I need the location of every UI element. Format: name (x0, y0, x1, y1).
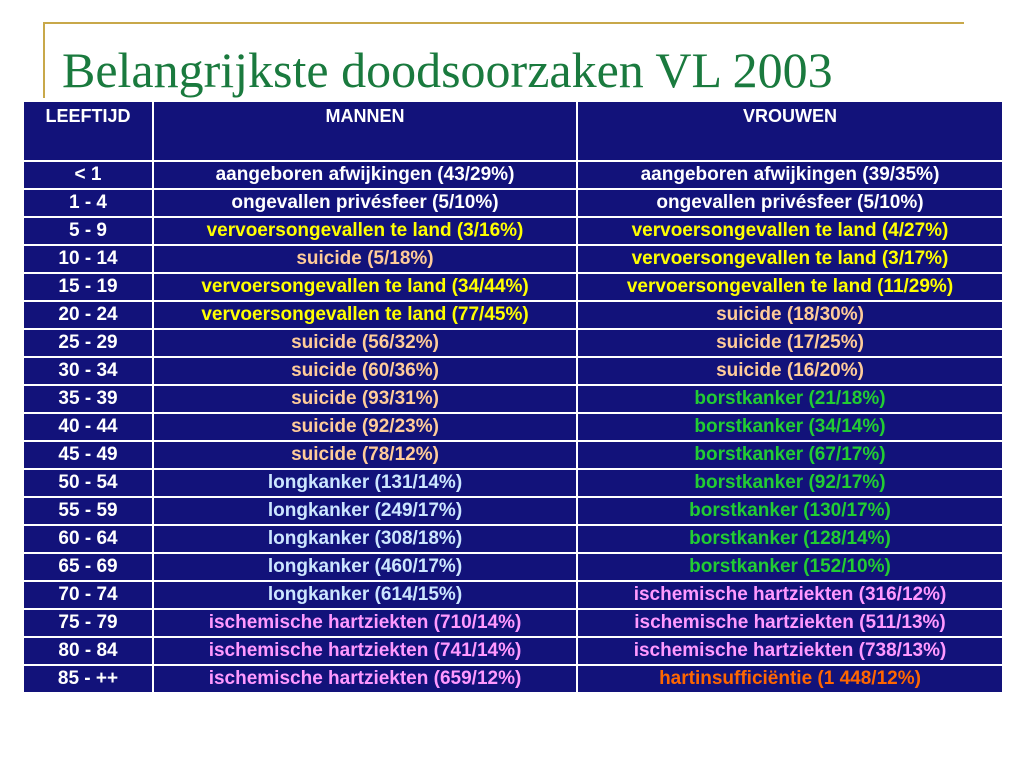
women-cause-cell: vervoersongevallen te land (4/27%) (577, 217, 1003, 245)
men-cause-cell: longkanker (614/15%) (153, 581, 577, 609)
men-cause-cell: ongevallen privésfeer (5/10%) (153, 189, 577, 217)
header-row (23, 101, 1003, 161)
table-body (23, 161, 1003, 693)
women-cause-cell: suicide (18/30%) (577, 301, 1003, 329)
table-row (23, 637, 1003, 665)
women-cause-cell: suicide (16/20%) (577, 357, 1003, 385)
age-cell: 50 - 54 (23, 469, 153, 497)
women-cause-cell: borstkanker (130/17%) (577, 497, 1003, 525)
age-cell: 10 - 14 (23, 245, 153, 273)
header-men: MANNEN (153, 101, 577, 161)
age-cell: 20 - 24 (23, 301, 153, 329)
women-cause-cell: borstkanker (92/17%) (577, 469, 1003, 497)
header-women: VROUWEN (577, 101, 1003, 161)
women-cause-cell: borstkanker (128/14%) (577, 525, 1003, 553)
age-cell: 15 - 19 (23, 273, 153, 301)
table-row (23, 441, 1003, 469)
age-cell: < 1 (23, 161, 153, 189)
age-cell: 65 - 69 (23, 553, 153, 581)
men-cause-cell: ischemische hartziekten (659/12%) (153, 665, 577, 693)
age-cell: 75 - 79 (23, 609, 153, 637)
men-cause-cell: ischemische hartziekten (710/14%) (153, 609, 577, 637)
age-cell: 40 - 44 (23, 413, 153, 441)
men-cause-cell: longkanker (249/17%) (153, 497, 577, 525)
women-cause-cell: vervoersongevallen te land (3/17%) (577, 245, 1003, 273)
age-cell: 45 - 49 (23, 441, 153, 469)
accent-rule-horizontal (43, 22, 964, 24)
header-age: LEEFTIJD (23, 101, 153, 161)
age-cell: 30 - 34 (23, 357, 153, 385)
men-cause-cell: suicide (5/18%) (153, 245, 577, 273)
men-cause-cell: longkanker (131/14%) (153, 469, 577, 497)
table-row (23, 385, 1003, 413)
table-row (23, 301, 1003, 329)
age-cell: 5 - 9 (23, 217, 153, 245)
men-cause-cell: aangeboren afwijkingen (43/29%) (153, 161, 577, 189)
table-row (23, 217, 1003, 245)
women-cause-cell: suicide (17/25%) (577, 329, 1003, 357)
table-row (23, 581, 1003, 609)
causes-of-death-table (22, 100, 1004, 694)
women-cause-cell: borstkanker (67/17%) (577, 441, 1003, 469)
table-row (23, 553, 1003, 581)
women-cause-cell: aangeboren afwijkingen (39/35%) (577, 161, 1003, 189)
table-row (23, 497, 1003, 525)
women-cause-cell: vervoersongevallen te land (11/29%) (577, 273, 1003, 301)
men-cause-cell: suicide (78/12%) (153, 441, 577, 469)
age-cell: 80 - 84 (23, 637, 153, 665)
women-cause-cell: borstkanker (152/10%) (577, 553, 1003, 581)
age-cell: 60 - 64 (23, 525, 153, 553)
accent-rule-vertical (43, 22, 45, 98)
women-cause-cell: borstkanker (21/18%) (577, 385, 1003, 413)
table-row (23, 609, 1003, 637)
men-cause-cell: longkanker (308/18%) (153, 525, 577, 553)
men-cause-cell: vervoersongevallen te land (77/45%) (153, 301, 577, 329)
age-cell: 55 - 59 (23, 497, 153, 525)
table-row (23, 161, 1003, 189)
women-cause-cell: ischemische hartziekten (316/12%) (577, 581, 1003, 609)
men-cause-cell: longkanker (460/17%) (153, 553, 577, 581)
age-cell: 25 - 29 (23, 329, 153, 357)
table-row (23, 525, 1003, 553)
women-cause-cell: hartinsufficiëntie (1 448/12%) (577, 665, 1003, 693)
table-row (23, 469, 1003, 497)
table-row (23, 273, 1003, 301)
age-cell: 85 - ++ (23, 665, 153, 693)
age-cell: 1 - 4 (23, 189, 153, 217)
table-row (23, 189, 1003, 217)
slide-title: Belangrijkste doodsoorzaken VL 2003 (62, 42, 833, 98)
table-row (23, 357, 1003, 385)
men-cause-cell: suicide (60/36%) (153, 357, 577, 385)
men-cause-cell: suicide (92/23%) (153, 413, 577, 441)
table-row (23, 329, 1003, 357)
table-row (23, 413, 1003, 441)
age-cell: 35 - 39 (23, 385, 153, 413)
table-row (23, 665, 1003, 693)
age-cell: 70 - 74 (23, 581, 153, 609)
table-row (23, 245, 1003, 273)
women-cause-cell: borstkanker (34/14%) (577, 413, 1003, 441)
women-cause-cell: ischemische hartziekten (738/13%) (577, 637, 1003, 665)
men-cause-cell: suicide (56/32%) (153, 329, 577, 357)
men-cause-cell: vervoersongevallen te land (34/44%) (153, 273, 577, 301)
women-cause-cell: ongevallen privésfeer (5/10%) (577, 189, 1003, 217)
men-cause-cell: suicide (93/31%) (153, 385, 577, 413)
women-cause-cell: ischemische hartziekten (511/13%) (577, 609, 1003, 637)
men-cause-cell: vervoersongevallen te land (3/16%) (153, 217, 577, 245)
men-cause-cell: ischemische hartziekten (741/14%) (153, 637, 577, 665)
